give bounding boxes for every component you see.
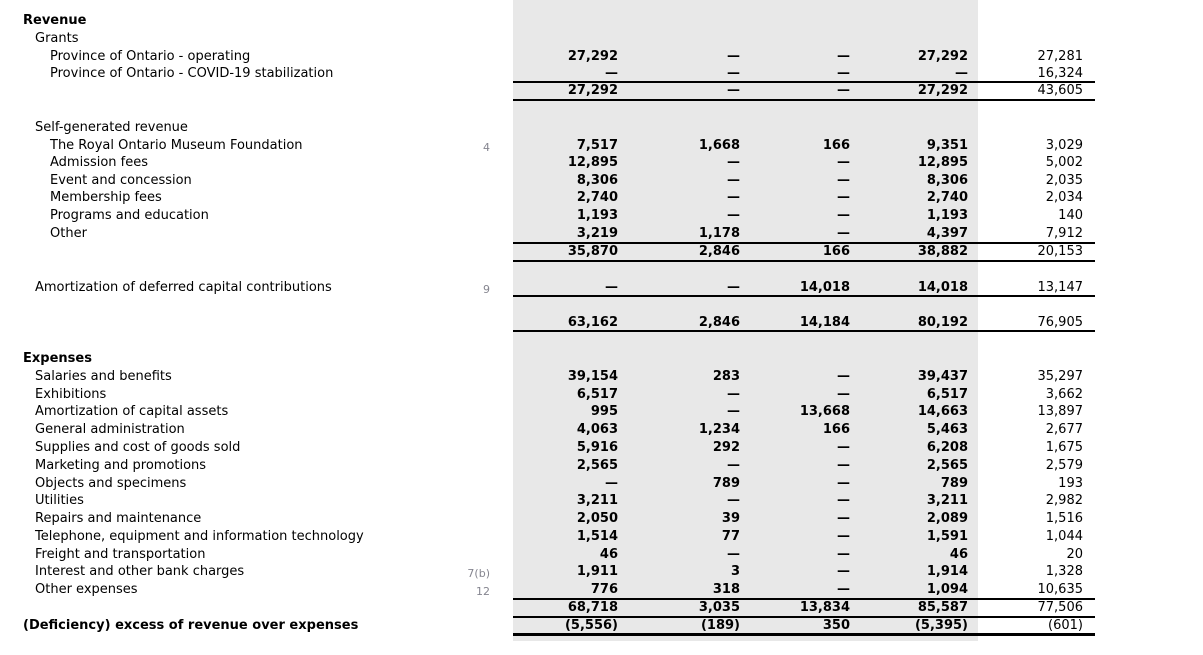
value-cell: —: [727, 173, 740, 188]
note-reference: 4: [483, 141, 490, 154]
table-rule: [513, 99, 1095, 101]
prior-year-cell: 5,002: [1045, 155, 1083, 170]
prior-year-cell: 43,605: [1037, 83, 1083, 98]
value-cell: 1,514: [576, 529, 618, 544]
value-cell: 789: [940, 476, 968, 491]
value-cell: 27,292: [567, 49, 618, 64]
value-cell: 1,193: [576, 208, 618, 223]
table-row: [0, 404, 1203, 420]
value-cell: —: [727, 190, 740, 205]
table-row: [0, 66, 1203, 82]
value-cell: 6,517: [576, 387, 618, 402]
prior-year-cell: 2,982: [1045, 493, 1083, 508]
value-cell: 39,437: [917, 369, 968, 384]
row-label: Amortization of deferred capital contributions: [35, 280, 332, 295]
value-cell: 27,292: [917, 49, 968, 64]
row-label: (Deficiency) excess of revenue over expenses: [23, 618, 359, 633]
value-cell: —: [727, 547, 740, 562]
value-cell: 13,834: [799, 600, 850, 615]
value-cell: 38,882: [917, 244, 968, 259]
table-rule: [513, 633, 1095, 636]
row-label: Admission fees: [50, 155, 149, 170]
value-cell: 68,718: [567, 600, 618, 615]
prior-year-cell: 13,147: [1037, 280, 1083, 295]
table-row: [0, 564, 1203, 580]
value-cell: 77: [721, 529, 740, 544]
value-cell: 3: [730, 564, 740, 579]
table-row: [0, 493, 1203, 509]
row-label: Programs and education: [50, 208, 209, 223]
row-label: Expenses: [23, 351, 92, 366]
value-cell: 1,668: [698, 138, 740, 153]
value-cell: —: [837, 387, 850, 402]
section-header-row: [0, 351, 1203, 367]
table-row: [0, 511, 1203, 527]
row-label: Repairs and maintenance: [35, 511, 202, 526]
value-cell: 13,668: [799, 404, 850, 419]
row-label: Province of Ontario - COVID-19 stabilization: [50, 66, 334, 81]
value-cell: —: [837, 493, 850, 508]
net-result-row: [0, 618, 1203, 634]
row-label: Objects and specimens: [35, 476, 187, 491]
value-cell: 2,050: [576, 511, 618, 526]
table-row: [0, 582, 1203, 598]
value-cell: —: [837, 458, 850, 473]
value-cell: —: [837, 155, 850, 170]
value-cell: —: [837, 440, 850, 455]
value-cell: 27,292: [917, 83, 968, 98]
value-cell: 292: [712, 440, 740, 455]
row-label: Exhibitions: [35, 387, 107, 402]
value-cell: 8,306: [576, 173, 618, 188]
subtotal-row: [0, 244, 1203, 260]
value-cell: 318: [712, 582, 740, 597]
value-cell: 1,234: [698, 422, 740, 437]
prior-year-cell: (601): [1048, 618, 1083, 633]
value-cell: —: [837, 511, 850, 526]
value-cell: —: [837, 564, 850, 579]
value-cell: 6,517: [926, 387, 968, 402]
note-reference: 12: [476, 585, 490, 598]
value-cell: 166: [822, 244, 850, 259]
value-cell: —: [837, 66, 850, 81]
table-row: [0, 49, 1203, 65]
row-label: Other: [50, 226, 87, 241]
table-rule: [513, 260, 1095, 262]
note-reference: 7(b): [467, 567, 490, 580]
prior-year-cell: 193: [1058, 476, 1083, 491]
value-cell: —: [727, 458, 740, 473]
value-cell: —: [837, 582, 850, 597]
value-cell: —: [837, 226, 850, 241]
table-row: [0, 529, 1203, 545]
table-row: [0, 155, 1203, 171]
value-cell: 12,895: [567, 155, 618, 170]
value-cell: 3,035: [698, 600, 740, 615]
row-label: Revenue: [23, 13, 87, 28]
table-row: [0, 422, 1203, 438]
value-cell: 14,018: [917, 280, 968, 295]
prior-year-cell: 13,897: [1037, 404, 1083, 419]
value-cell: —: [727, 404, 740, 419]
row-label: Event and concession: [50, 173, 192, 188]
value-cell: 166: [822, 422, 850, 437]
value-cell: 12,895: [917, 155, 968, 170]
value-cell: —: [955, 66, 968, 81]
value-cell: 3,211: [576, 493, 618, 508]
row-label: Telephone, equipment and information technology: [35, 529, 364, 544]
value-cell: —: [837, 547, 850, 562]
table-row: [0, 458, 1203, 474]
prior-year-cell: 2,035: [1045, 173, 1083, 188]
section-header-row: [0, 13, 1203, 29]
value-cell: 7,517: [576, 138, 618, 153]
value-cell: 14,184: [799, 315, 850, 330]
value-cell: —: [605, 476, 618, 491]
value-cell: —: [727, 49, 740, 64]
value-cell: 2,565: [926, 458, 968, 473]
value-cell: 35,870: [567, 244, 618, 259]
prior-year-cell: 2,579: [1045, 458, 1083, 473]
row-label: Membership fees: [50, 190, 162, 205]
value-cell: —: [837, 476, 850, 491]
row-label: Marketing and promotions: [35, 458, 207, 473]
prior-year-cell: 2,677: [1045, 422, 1083, 437]
value-cell: 85,587: [917, 600, 968, 615]
value-cell: 27,292: [567, 83, 618, 98]
prior-year-cell: 16,324: [1037, 66, 1083, 81]
value-cell: —: [727, 66, 740, 81]
value-cell: 1,591: [926, 529, 968, 544]
value-cell: 283: [712, 369, 740, 384]
value-cell: 995: [590, 404, 618, 419]
prior-year-cell: 1,675: [1045, 440, 1083, 455]
value-cell: 14,663: [917, 404, 968, 419]
value-cell: (5,556): [564, 618, 618, 633]
prior-year-cell: 7,912: [1045, 226, 1083, 241]
table-row: [0, 440, 1203, 456]
value-cell: 80,192: [917, 315, 968, 330]
value-cell: 2,565: [576, 458, 618, 473]
total-revenue-row: [0, 315, 1203, 331]
value-cell: 1,193: [926, 208, 968, 223]
table-row: [0, 387, 1203, 403]
row-label: Province of Ontario - operating: [50, 49, 251, 64]
value-cell: 39,154: [567, 369, 618, 384]
table-row: [0, 173, 1203, 189]
section-header-row: [0, 31, 1203, 47]
value-cell: —: [837, 83, 850, 98]
prior-year-cell: 1,044: [1045, 529, 1083, 544]
value-cell: 1,911: [576, 564, 618, 579]
value-cell: —: [605, 66, 618, 81]
table-row: [0, 476, 1203, 492]
value-cell: 2,740: [926, 190, 968, 205]
prior-year-cell: 1,328: [1045, 564, 1083, 579]
prior-year-cell: 27,281: [1037, 49, 1083, 64]
prior-year-cell: 10,635: [1037, 582, 1083, 597]
value-cell: 4,397: [926, 226, 968, 241]
value-cell: —: [837, 369, 850, 384]
prior-year-cell: 1,516: [1045, 511, 1083, 526]
prior-year-cell: 35,297: [1037, 369, 1083, 384]
table-row: [0, 547, 1203, 563]
row-label: Supplies and cost of goods sold: [35, 440, 241, 455]
value-cell: —: [727, 208, 740, 223]
prior-year-cell: 3,662: [1045, 387, 1083, 402]
table-row: [0, 190, 1203, 206]
value-cell: 166: [822, 138, 850, 153]
prior-year-cell: 20,153: [1037, 244, 1083, 259]
value-cell: 5,916: [576, 440, 618, 455]
row-label: Freight and transportation: [35, 547, 206, 562]
value-cell: 1,914: [926, 564, 968, 579]
value-cell: 46: [599, 547, 618, 562]
value-cell: —: [837, 49, 850, 64]
value-cell: 350: [822, 618, 850, 633]
prior-year-cell: 20: [1066, 547, 1083, 562]
row-label: Grants: [35, 31, 79, 46]
value-cell: 1,094: [926, 582, 968, 597]
table-row: [0, 226, 1203, 242]
value-cell: 6,208: [926, 440, 968, 455]
prior-year-cell: 3,029: [1045, 138, 1083, 153]
value-cell: 63,162: [567, 315, 618, 330]
prior-year-cell: 77,506: [1037, 600, 1083, 615]
table-row: [0, 138, 1203, 154]
total-expenses-row: [0, 600, 1203, 616]
value-cell: —: [837, 529, 850, 544]
value-cell: 2,740: [576, 190, 618, 205]
value-cell: (189): [700, 618, 740, 633]
value-cell: —: [727, 387, 740, 402]
value-cell: 39: [721, 511, 740, 526]
value-cell: 8,306: [926, 173, 968, 188]
row-label: Salaries and benefits: [35, 369, 172, 384]
row-label: Self-generated revenue: [35, 120, 188, 135]
table-row: [0, 369, 1203, 385]
value-cell: 14,018: [799, 280, 850, 295]
subtotal-row: [0, 83, 1203, 99]
value-cell: —: [837, 173, 850, 188]
prior-year-cell: 140: [1058, 208, 1083, 223]
row-label: Interest and other bank charges: [35, 564, 245, 579]
value-cell: 3,211: [926, 493, 968, 508]
value-cell: 789: [712, 476, 740, 491]
value-cell: 2,846: [698, 244, 740, 259]
row-label: Amortization of capital assets: [35, 404, 229, 419]
value-cell: —: [727, 83, 740, 98]
section-header-row: [0, 120, 1203, 136]
value-cell: —: [837, 190, 850, 205]
table-row: [0, 280, 1203, 296]
value-cell: —: [837, 208, 850, 223]
value-cell: —: [727, 280, 740, 295]
row-label: Utilities: [35, 493, 84, 508]
prior-year-cell: 76,905: [1037, 315, 1083, 330]
row-label: Other expenses: [35, 582, 138, 597]
value-cell: 776: [590, 582, 618, 597]
value-cell: 2,089: [926, 511, 968, 526]
note-reference: 9: [483, 283, 490, 296]
value-cell: 2,846: [698, 315, 740, 330]
value-cell: —: [605, 280, 618, 295]
table-row: [0, 208, 1203, 224]
row-label: General administration: [35, 422, 185, 437]
value-cell: —: [727, 493, 740, 508]
value-cell: 1,178: [698, 226, 740, 241]
row-label: The Royal Ontario Museum Foundation: [50, 138, 303, 153]
table-rule: [513, 330, 1095, 332]
value-cell: 3,219: [576, 226, 618, 241]
value-cell: (5,395): [914, 618, 968, 633]
table-rule: [513, 295, 1095, 297]
value-cell: 9,351: [926, 138, 968, 153]
value-cell: 4,063: [576, 422, 618, 437]
value-cell: —: [727, 155, 740, 170]
value-cell: 46: [949, 547, 968, 562]
value-cell: 5,463: [926, 422, 968, 437]
prior-year-cell: 2,034: [1045, 190, 1083, 205]
